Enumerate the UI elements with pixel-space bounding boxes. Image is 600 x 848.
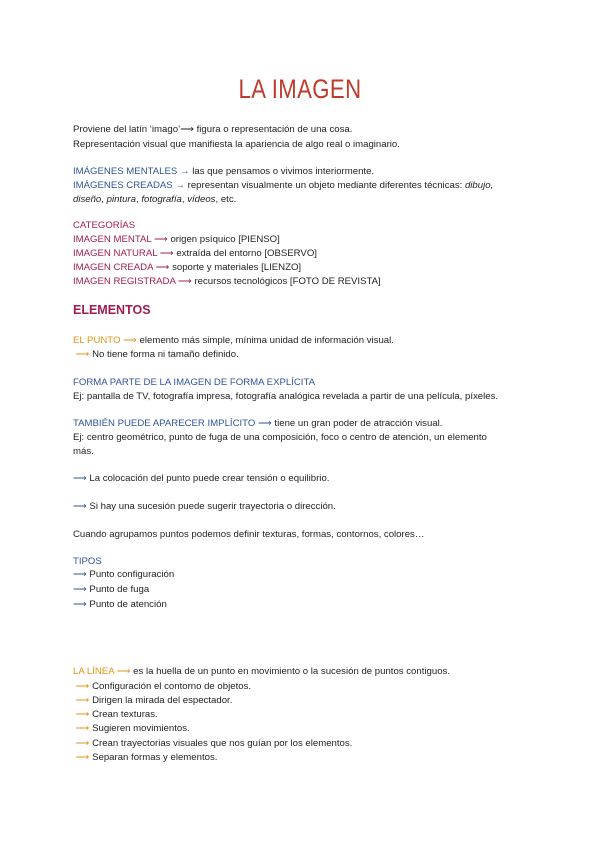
tipo-item [73,569,174,581]
arrow-icon: ⟶ [75,349,90,360]
tecnica-dibujo: dibujo, [464,180,494,191]
colocacion-line [73,473,329,485]
sucesion-line [73,501,336,513]
categoria-text: recursos tecnológicos [FOTO DE REVISTA] [191,276,381,287]
categoria-item [73,262,301,274]
arrow-icon: ⟶ [180,124,194,135]
imagenes-creadas-label: IMÁGENES CREADAS [73,180,173,191]
intro-origin: Proviene del latín ‘imago’ [73,124,181,135]
explicita-example: Ej: pantalla de TV, fotografía impresa, fotografía analógica revelada a partir de una película, píxeles. [73,391,499,402]
separator: , [135,194,142,205]
linea-line [73,666,450,678]
colocacion-text: La colocación del punto puede crear tensión o equilibrio. [86,473,330,484]
arrow-icon: ⟶ [73,599,87,610]
categorias-heading: CATEGORÍAS [73,220,136,231]
punto-text: elemento más simple, mínima unidad de información visual. [136,335,394,346]
arrow-icon: ⟶ [159,248,174,259]
linea-item-text: Crean trayectorias visuales que nos guían por los elementos. [89,738,353,749]
arrow-icon: ⟶ [75,723,90,734]
arrow-icon: ⟶ [73,501,87,512]
categoria-text: extraída del entorno [OBSERVO] [173,248,317,259]
implicito-label: TAMBIÉN PUEDE APARECER IMPLÍCITO [73,418,256,429]
arrow-icon: → [175,180,185,191]
punto-sub-text: No tiene forma ni tamaño definido. [89,349,239,360]
arrow-icon: ⟶ [155,262,170,273]
imagenes-creadas-line [73,180,493,192]
arrow-icon: ⟶ [75,752,90,763]
tipo-text: Punto configuración [86,569,175,580]
arrow-icon: ⟶ [116,666,131,677]
arrow-icon: ⟶ [73,569,87,580]
categoria-label: IMAGEN REGISTRADA [73,276,176,287]
tipo-text: Punto de atención [86,599,167,610]
implicito-example-2: más. [73,446,94,457]
arrow-icon: ⟶ [75,709,90,720]
page-title: LA IMAGEN [238,74,362,104]
linea-item [73,695,232,707]
separator: , [101,194,107,205]
arrow-icon: ⟶ [75,738,90,749]
imagenes-creadas-text: representan visualmente un objeto mediante diferentes técnicas: [184,180,465,191]
explicita-heading: FORMA PARTE DE LA IMAGEN DE FORMA EXPLÍCITA [73,377,316,388]
linea-item [73,752,217,764]
tipo-item [73,584,149,596]
categoria-label: IMAGEN MENTAL [73,234,152,245]
categoria-text: soporte y materiales [LIENZO] [169,262,302,273]
arrow-icon: ⟶ [178,276,192,287]
tipo-item [73,599,167,611]
linea-item [73,681,251,693]
arrow-icon: ⟶ [75,695,90,706]
linea-item-text: Configuración el contorno de objetos. [89,681,252,692]
elementos-heading: ELEMENTOS [73,303,151,317]
tipo-text: Punto de fuga [86,584,150,595]
imagenes-creadas-line-2 [73,194,236,206]
intro-definition: figura o representación de una cosa. [193,124,353,135]
implicito-text: tiene un gran poder de atracción visual. [271,418,443,429]
arrow-icon: ⟶ [73,584,87,595]
tecnica-diseno: diseño [73,194,102,205]
linea-item-text: Separan formas y elementos. [89,752,218,763]
categoria-item [73,248,317,260]
categoria-label: IMAGEN CREADA [73,262,153,273]
implicito-example-1: Ej: centro geométrico, punto de fuga de una composición, foco o centro de atención, un elemento [73,432,487,443]
imagenes-mentales-line [73,166,374,178]
linea-item-text: Dirigen la mirada del espectador. [89,695,233,706]
categoria-item [73,276,381,288]
categoria-text: origen psíquico [PIENSO] [167,234,280,245]
arrow-icon: ⟶ [123,335,137,346]
linea-item [73,723,190,735]
punto-sub-line [73,349,239,361]
linea-item [73,738,352,750]
arrow-icon: → [179,166,190,177]
agrupamos-line: Cuando agrupamos puntos podemos definir texturas, formas, contornos, colores… [73,529,425,540]
linea-text: es la huella de un punto en movimiento o la sucesión de puntos contiguos. [130,666,450,677]
categoria-label: IMAGEN NATURAL [73,248,158,259]
imagenes-mentales-text: las que pensamos o vivimos interiormente. [189,166,375,177]
sucesion-text: Si hay una sucesión puede sugerir trayectoria o dirección. [86,501,336,512]
tecnica-fotografia: fotografía [141,194,182,205]
linea-label: LA LÍNEA [73,666,115,677]
tecnica-videos: vídeos [187,194,216,205]
linea-item-text: Sugieren movimientos. [89,723,190,734]
linea-item-text: Crean texturas. [89,709,158,720]
imagenes-mentales-label: IMÁGENES MENTALES [73,166,178,177]
arrow-icon: ⟶ [75,681,90,692]
etc-text: , etc. [215,194,237,205]
arrow-icon: ⟶ [258,418,272,429]
tipos-heading: TIPOS [73,556,102,567]
punto-label: EL PUNTO [73,335,121,346]
categoria-item [73,234,280,246]
arrow-icon: ⟶ [73,473,87,484]
tecnica-pintura: pintura [106,194,136,205]
intro-line-2: Representación visual que manifiesta la apariencia de algo real o imaginario. [73,139,400,150]
punto-line [73,335,394,347]
arrow-icon: ⟶ [154,234,168,245]
separator: , [181,194,188,205]
intro-line-1 [73,124,352,136]
linea-item [73,709,158,721]
implicito-line [73,418,442,430]
